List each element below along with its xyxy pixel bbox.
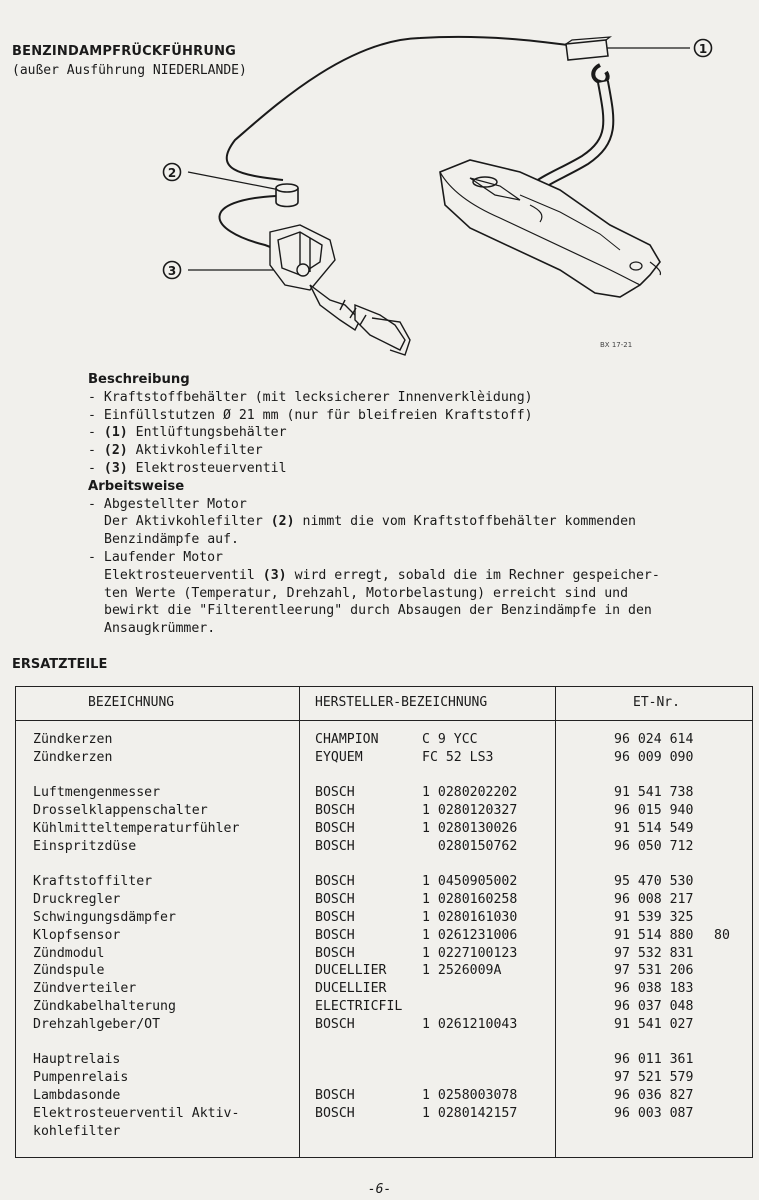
- table-row: [16, 980, 752, 998]
- manufacturer: BOSCH: [315, 909, 355, 925]
- part-name: Drehzahlgeber/OT: [33, 1016, 161, 1032]
- manufacturer: BOSCH: [315, 892, 355, 908]
- column-header-manufacturer: HERSTELLER-BEZEICHNUNG: [315, 695, 488, 710]
- et-number: 96 009 090: [614, 749, 694, 765]
- table-row: [16, 838, 752, 856]
- row-spacer: [16, 856, 752, 874]
- table-row: [16, 784, 752, 802]
- et-number: 97 531 206: [614, 963, 694, 979]
- description-part: - (3) Elektrosteuerventil: [88, 460, 287, 476]
- table-row: [16, 873, 752, 891]
- et-number: 91 539 325: [614, 909, 694, 925]
- manufacturer-ref: 1 0258003078: [422, 1087, 518, 1103]
- manufacturer: BOSCH: [315, 1105, 355, 1121]
- manufacturer: ELECTRICFIL: [315, 998, 403, 1014]
- row-spacer: [16, 1034, 752, 1052]
- section-title: BENZINDAMPFRÜCKFÜHRUNG: [12, 44, 237, 59]
- manufacturer: EYQUEM: [315, 749, 363, 765]
- manufacturer-ref: 1 0261231006: [422, 927, 518, 943]
- svg-text:3: 3: [167, 264, 177, 278]
- section-subtitle: (außer Ausführung NIEDERLANDE): [12, 63, 247, 78]
- part-name: Klopfsensor: [33, 927, 121, 943]
- et-number: 91 541 738: [614, 785, 694, 801]
- manufacturer: CHAMPION: [315, 732, 379, 747]
- part-name: Druckregler: [33, 892, 121, 908]
- manufacturer-ref: 1 0280202202: [422, 785, 518, 801]
- manufacturer-ref: 1 2526009A: [422, 963, 502, 979]
- manufacturer: BOSCH: [315, 785, 355, 801]
- manufacturer: BOSCH: [315, 838, 355, 854]
- manufacturer-ref: 1 0261210043: [422, 1016, 518, 1032]
- table-row: [16, 1087, 752, 1105]
- figure-code: BX 17-21: [600, 341, 633, 349]
- callout-2: [164, 164, 181, 181]
- manufacturer-ref: 1 0280161030: [422, 909, 518, 925]
- et-number: 95 470 530: [614, 874, 694, 890]
- part-name: Lambdasonde: [33, 1087, 121, 1103]
- manufacturer: BOSCH: [315, 874, 355, 890]
- engine-off-text: Der Aktivkohlefilter (2) nimmt die vom Kraftstoffbehälter kommenden: [104, 514, 636, 530]
- manufacturer-ref: 1 0280120327: [422, 803, 518, 819]
- part-name: Luftmengenmesser: [33, 785, 161, 801]
- page-number: -6-: [367, 1182, 392, 1197]
- engine-on-text: bewirkt die "Filterentleerung" durch Absaugen der Benzindämpfe in den: [104, 603, 652, 619]
- table-row: [16, 731, 752, 749]
- et-number: 97 532 831: [614, 945, 694, 961]
- part-name: Elektrosteuerventil Aktiv-: [33, 1105, 240, 1121]
- et-number: 96 036 827: [614, 1087, 694, 1103]
- manufacturer-ref: 1 0280142157: [422, 1105, 518, 1121]
- manufacturer-ref: 1 0280130026: [422, 820, 518, 836]
- table-row: [16, 909, 752, 927]
- manufacturer-ref: 1 0227100123: [422, 945, 518, 961]
- part-name: Zündspule: [33, 963, 105, 979]
- svg-text:1: 1: [698, 42, 708, 56]
- table-row: [16, 749, 752, 767]
- part-name: Zündmodul: [33, 945, 105, 961]
- manufacturer: DUCELLIER: [315, 963, 387, 979]
- evaporative-system-diagram: [150, 20, 730, 360]
- operation-heading: Arbeitsweise: [88, 478, 185, 494]
- et-number: 97 521 579: [614, 1070, 694, 1086]
- table-row: [16, 1123, 752, 1141]
- part-name: Drosselklappenschalter: [33, 803, 208, 819]
- engine-on-text: Ansaugkrümmer.: [104, 621, 216, 637]
- row-spacer: [16, 767, 752, 785]
- part-name: Zündkerzen: [33, 732, 113, 747]
- manufacturer: DUCELLIER: [315, 981, 387, 997]
- manufacturer: BOSCH: [315, 945, 355, 961]
- et-number: 96 003 087: [614, 1105, 694, 1121]
- parts-table: [15, 686, 753, 1158]
- et-number: 96 038 183: [614, 981, 694, 997]
- vent-line: [227, 37, 575, 180]
- engine-on-label: - Laufender Motor: [88, 549, 223, 565]
- description-item: - Kraftstoffbehälter (mit lecksicherer Innenverklèidung): [88, 389, 533, 405]
- manufacturer-ref: C 9 YCC: [422, 732, 478, 747]
- manufacturer: BOSCH: [315, 927, 355, 943]
- part-name: Einspritzdüse: [33, 838, 137, 854]
- table-row: [16, 891, 752, 909]
- description-block: [88, 371, 748, 638]
- manufacturer-ref: 1 0450905002: [422, 874, 518, 890]
- et-number: 96 008 217: [614, 892, 694, 908]
- manufacturer: BOSCH: [315, 820, 355, 836]
- part-name: Schwingungsdämpfer: [33, 909, 176, 925]
- et-number: 96 037 048: [614, 998, 694, 1014]
- part-name: Pumpenrelais: [33, 1070, 129, 1086]
- et-suffix: 80: [714, 927, 730, 943]
- callout-3: [164, 262, 181, 279]
- description-heading: Beschreibung: [88, 372, 190, 387]
- parts-table-title: ERSATZTEILE: [12, 657, 108, 672]
- manufacturer: BOSCH: [315, 803, 355, 819]
- part-name: Zündverteiler: [33, 981, 137, 997]
- table-row: [16, 1016, 752, 1034]
- column-header-et-nr: ET-Nr.: [633, 695, 680, 710]
- table-row: [16, 802, 752, 820]
- et-number: 91 514 880: [614, 927, 694, 943]
- table-row: [16, 945, 752, 963]
- engine-on-text: Elektrosteuerventil (3) wird erregt, sobald die im Rechner gespeicher-: [104, 567, 660, 583]
- engine-off-label: - Abgestellter Motor: [88, 496, 247, 512]
- column-header-designation: BEZEICHNUNG: [88, 695, 175, 710]
- carbon-canister-icon: [276, 184, 298, 207]
- description-item: - Einfüllstutzen Ø 21 mm (nur für bleifreien Kraftstoff): [88, 407, 533, 423]
- manufacturer-ref: FC 52 LS3: [422, 749, 494, 765]
- table-row: [16, 998, 752, 1016]
- et-number: 96 050 712: [614, 838, 694, 854]
- table-row: [16, 1105, 752, 1123]
- table-row: [16, 820, 752, 838]
- table-row: [16, 927, 752, 945]
- vent-reservoir-icon: [566, 37, 610, 82]
- part-name: Zündkerzen: [33, 749, 113, 765]
- description-part: - (2) Aktivkohlefilter: [88, 443, 263, 459]
- manufacturer-ref: 0280150762: [422, 838, 518, 854]
- et-number: 96 011 361: [614, 1052, 694, 1068]
- engine-off-text: Benzindämpfe auf.: [104, 532, 239, 548]
- table-body: [16, 731, 752, 1140]
- et-number: 96 024 614: [614, 732, 694, 747]
- manufacturer: BOSCH: [315, 1087, 355, 1103]
- table-row: [16, 962, 752, 980]
- engine-on-text: ten Werte (Temperatur, Drehzahl, Motorbelastung) erreicht sind und: [104, 585, 629, 601]
- table-row: [16, 1051, 752, 1069]
- part-name: Hauptrelais: [33, 1052, 121, 1068]
- part-name: Kühlmitteltemperaturfühler: [33, 820, 240, 836]
- et-number: 96 015 940: [614, 803, 694, 819]
- part-name: Zündkabelhalterung: [33, 998, 176, 1014]
- table-row: [16, 1069, 752, 1087]
- callout-1: [695, 40, 712, 57]
- part-name: Kraftstoffilter: [33, 874, 153, 890]
- manufacturer-ref: 1 0280160258: [422, 892, 518, 908]
- part-name: kohlefilter: [33, 1123, 121, 1139]
- et-number: 91 541 027: [614, 1016, 694, 1032]
- et-number: 91 514 549: [614, 820, 694, 836]
- vent-hose: [535, 82, 608, 188]
- svg-text:2: 2: [167, 166, 177, 180]
- description-part: - (1) Entlüftungsbehälter: [88, 425, 287, 441]
- manufacturer: BOSCH: [315, 1016, 355, 1032]
- solenoid-valve-icon: [270, 225, 410, 355]
